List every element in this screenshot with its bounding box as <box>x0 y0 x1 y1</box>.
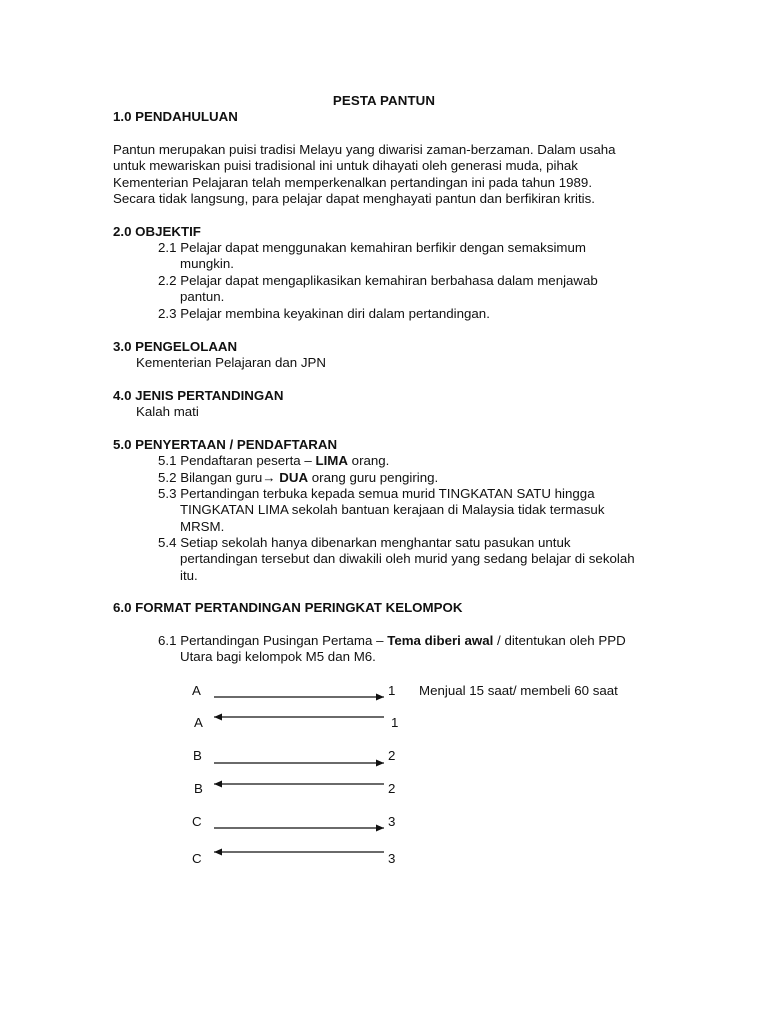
item-text-pre: Pendaftaran peserta – <box>180 453 316 468</box>
item-text: Pelajar dapat mengaplikasikan kemahiran berbahasa dalam menjawab <box>180 273 598 288</box>
section-4-heading: 4.0 JENIS PERTANDINGAN <box>113 388 284 403</box>
item-number: 5.2 <box>158 470 177 485</box>
item-text-pre: Pertandingan Pusingan Pertama – <box>180 633 388 648</box>
item-text-post: orang. <box>347 453 390 468</box>
arrowhead-icon <box>376 825 384 832</box>
arrowhead-icon <box>214 781 222 788</box>
item-text-continued: pantun. <box>180 289 225 305</box>
arrowhead-icon <box>214 849 222 856</box>
item-text-post: / ditentukan oleh PPD <box>493 633 626 648</box>
item-number: 5.3 <box>158 486 177 501</box>
paragraph-line: Secara tidak langsung, para pelajar dapat menghayati pantun dan berfikiran kritis. <box>113 190 595 206</box>
item-text-bold: LIMA <box>315 453 348 468</box>
item-text-post: orang guru pengiring. <box>308 470 439 485</box>
arrowhead-icon <box>376 694 384 701</box>
item-text-continued: mungkin. <box>180 256 234 272</box>
item-text-continued: MRSM. <box>180 518 225 534</box>
paragraph-line: untuk mewariskan puisi tradisional ini untuk dihayati oleh generasi muda, pihak <box>113 158 578 174</box>
team-label: 1 <box>388 683 396 698</box>
section-3-text: Kementerian Pelajaran dan JPN <box>136 355 326 370</box>
section-4-text: Kalah mati <box>136 404 199 419</box>
item-number: 6.1 <box>158 633 177 648</box>
item-text-bold: Tema diberi awal <box>387 633 494 648</box>
item-text-continued: Utara bagi kelompok M5 dan M6. <box>180 649 376 665</box>
item-number: 2.2 <box>158 273 177 288</box>
team-label: 1 <box>391 715 399 730</box>
item-text: Pertandingan terbuka kepada semua murid TINGKATAN SATU hingga <box>180 486 595 501</box>
arrowhead-icon <box>214 714 222 721</box>
item-number: 2.1 <box>158 240 177 255</box>
item-text: Pelajar membina keyakinan diri dalam pertandingan. <box>180 306 490 321</box>
team-label: A <box>194 715 203 730</box>
paragraph-line: Pantun merupakan puisi tradisi Melayu yang diwarisi zaman-berzaman. Dalam usaha <box>113 142 616 157</box>
team-label: C <box>192 814 202 829</box>
team-label: B <box>194 781 203 796</box>
paragraph-line: Kementerian Pelajaran telah memperkenalkan pertandingan ini pada tahun 1989. <box>113 174 593 190</box>
section-2-heading: 2.0 OBJEKTIF <box>113 224 201 239</box>
team-label: 2 <box>388 781 396 796</box>
item-number: 2.3 <box>158 306 177 321</box>
team-label: C <box>192 851 202 866</box>
team-label: A <box>192 683 201 698</box>
section-3-heading: 3.0 PENGELOLAAN <box>113 339 238 354</box>
item-text: Pelajar dapat menggunakan kemahiran berfikir dengan semaksimum <box>180 240 586 255</box>
item-text-continued: pertandingan tersebut dan diwakili oleh murid yang sedang belajar di sekolah <box>180 551 635 567</box>
document-title: PESTA PANTUN <box>332 93 436 108</box>
item-text-continued: TINGKATAN LIMA sekolah bantuan kerajaan di Malaysia tidak termasuk <box>180 502 605 518</box>
item-number: 5.4 <box>158 535 177 550</box>
team-label: B <box>193 748 202 763</box>
team-label: 3 <box>388 814 396 829</box>
team-label: 2 <box>388 748 396 763</box>
item-text-pre: Bilangan guru→ <box>180 470 280 485</box>
arrowhead-icon <box>376 760 384 767</box>
section-5-heading: 5.0 PENYERTAAN / PENDAFTARAN <box>113 437 338 452</box>
timing-note: Menjual 15 saat/ membeli 60 saat <box>419 683 618 698</box>
team-label: 3 <box>388 851 396 866</box>
item-text: Setiap sekolah hanya dibenarkan menghantar satu pasukan untuk <box>180 535 571 550</box>
item-text-continued: itu. <box>180 567 198 583</box>
item-number: 5.1 <box>158 453 177 468</box>
section-1-heading: 1.0 PENDAHULUAN <box>113 109 238 124</box>
section-6-heading: 6.0 FORMAT PERTANDINGAN PERINGKAT KELOMPOK <box>113 600 463 615</box>
item-text-bold: DUA <box>279 470 309 485</box>
